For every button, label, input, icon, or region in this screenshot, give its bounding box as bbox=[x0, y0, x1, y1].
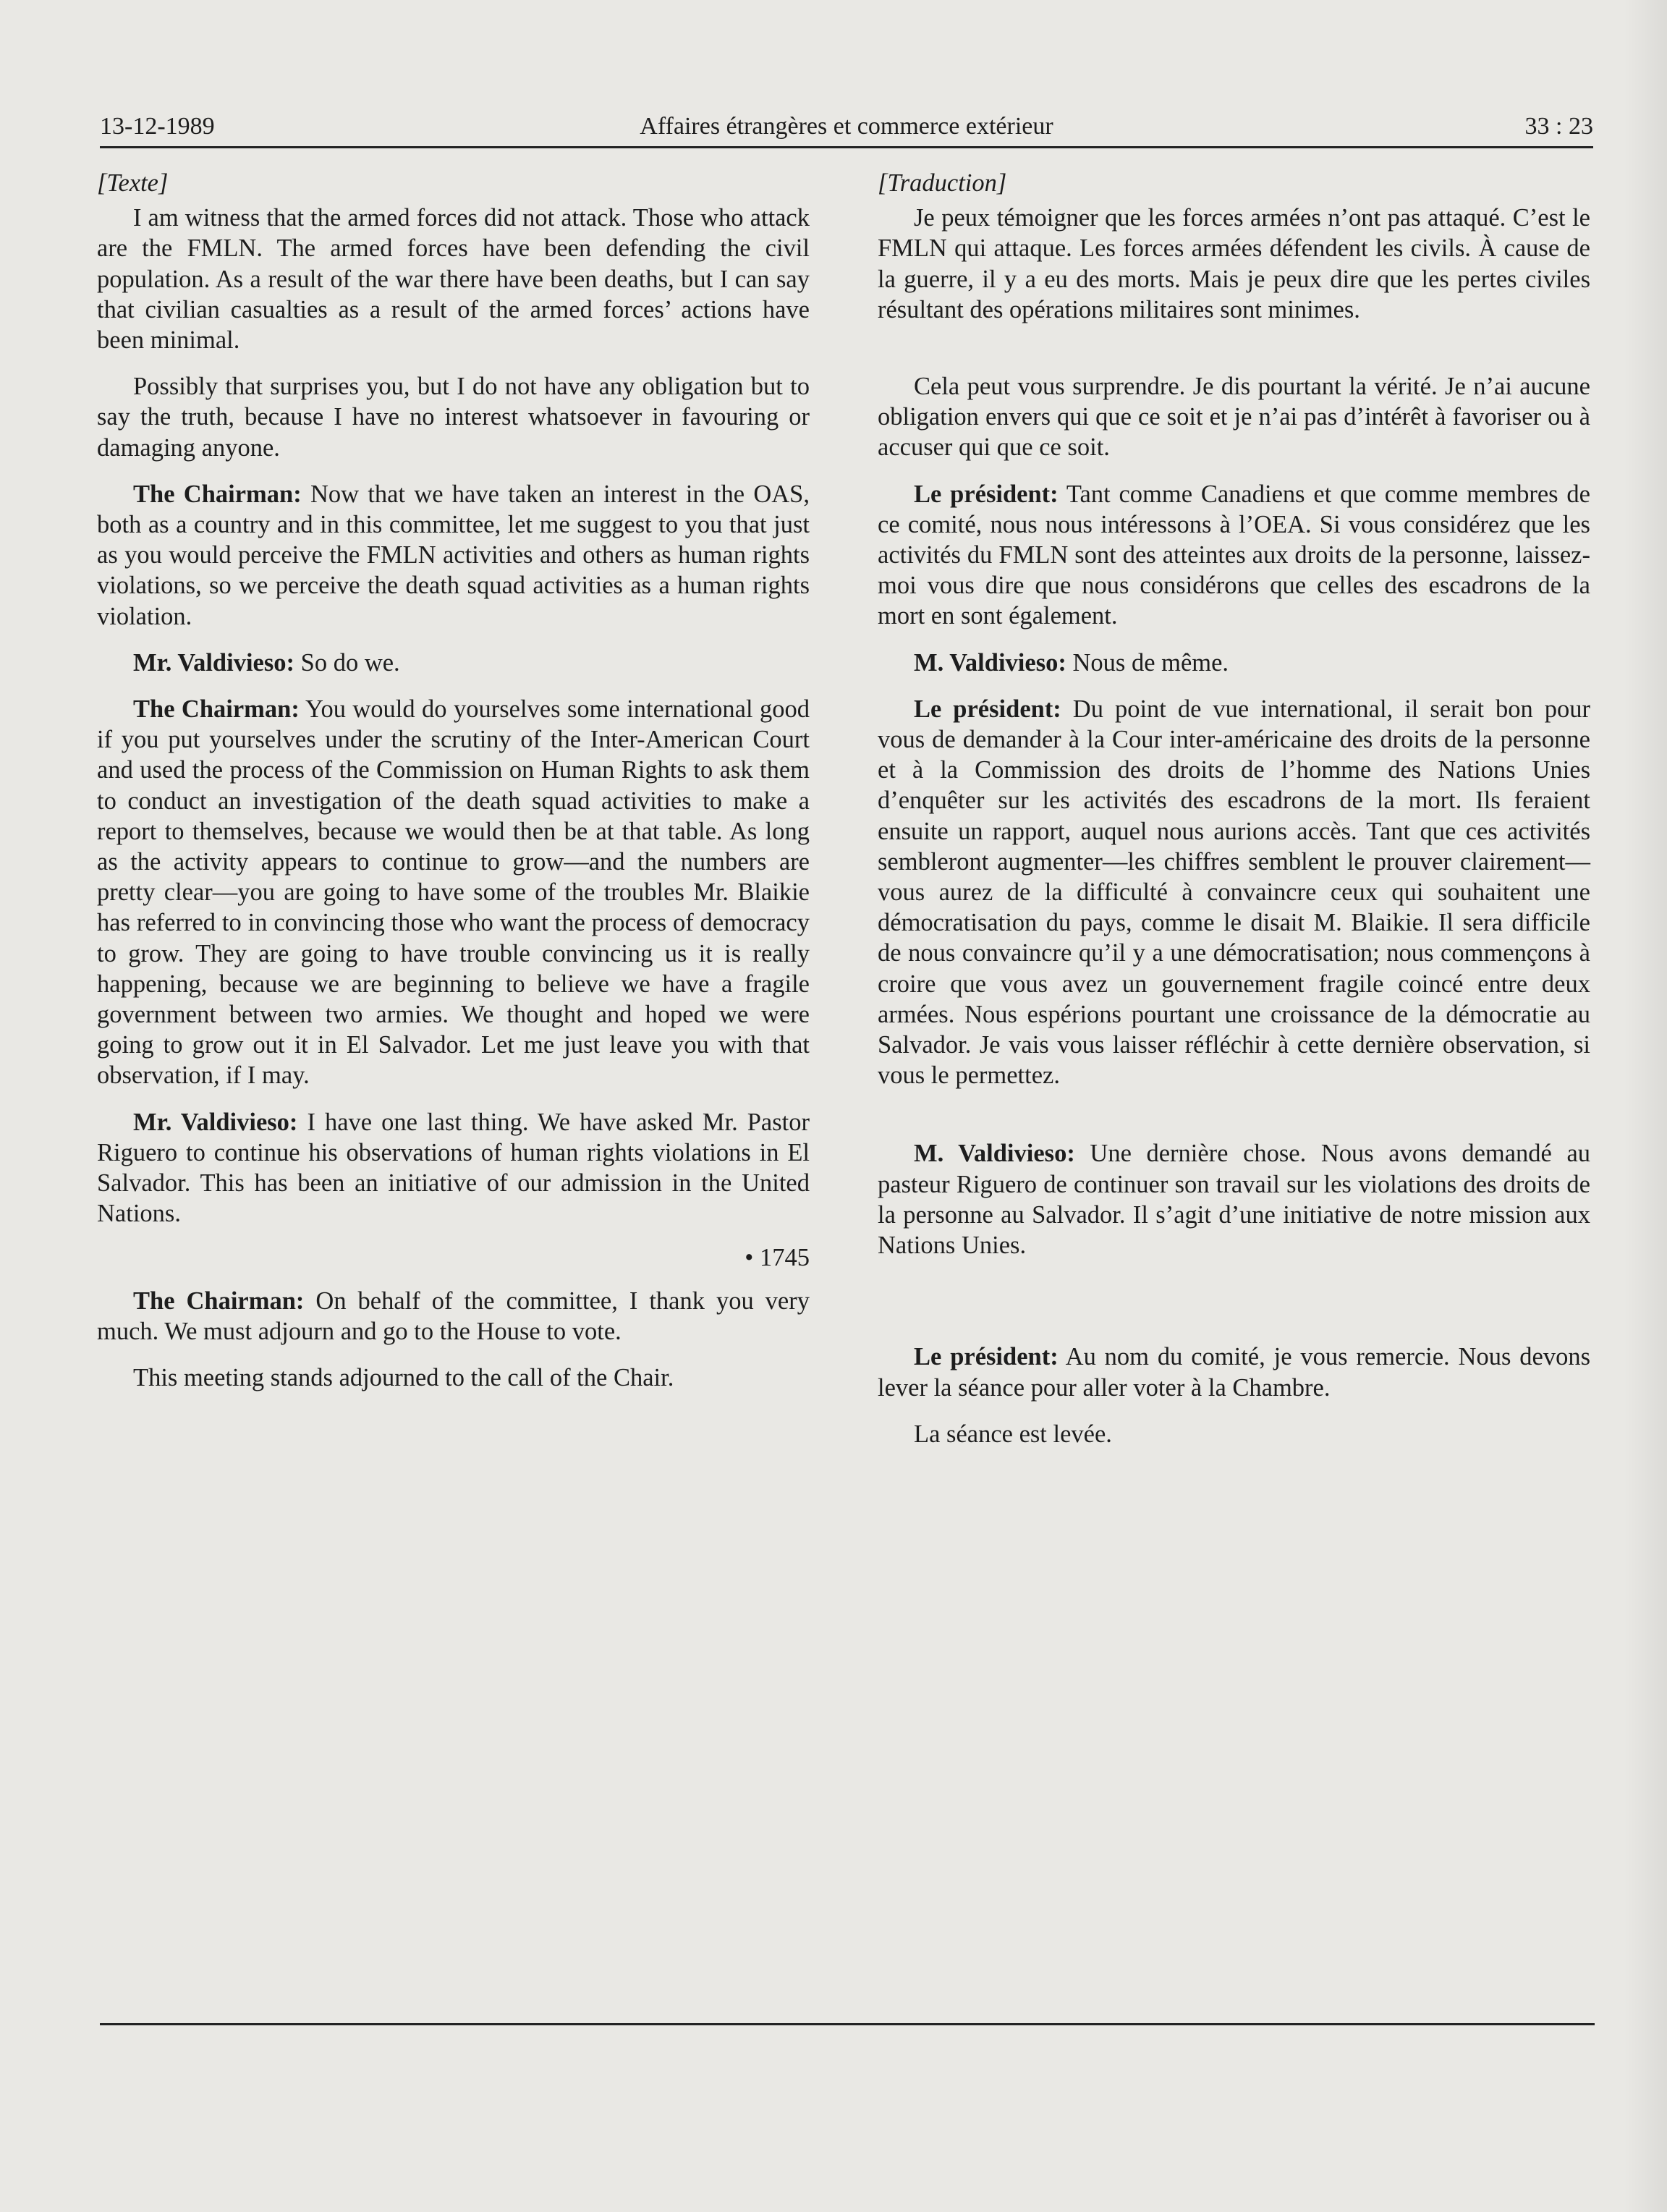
page-header bbox=[100, 109, 1593, 145]
english-paragraph: I am witness that the armed forces did not attack. Those who attack are the FMLN. The armed forces have been defending the civil population. As a result of the war there have been deaths, but I can say that civilian casualties as a result of the armed forces’ actions have been minimal. bbox=[97, 204, 810, 355]
french-paragraph bbox=[878, 1342, 1590, 1402]
speech-text: Nous de même. bbox=[1066, 648, 1229, 677]
french-paragraph bbox=[878, 1138, 1590, 1260]
speech-text: You would do yourselves some international good if you put yourselves under the scrutiny of the Inter-American Court and used the process of the Commission on Human Rights to ask them to conduct an investigation of the death squad activities to make a report to themselves, because we would then be at that table. As long as the activity appears to continue to grow—and the numbers are pretty clear—you are going to have some of the troubles Mr. Blaikie has referred to in convincing those who want the process of democracy to grow. They are going to have trouble convincing us it is really happening, because we are beginning to believe we have a fragile government between two armies. We thought and hoped we were going to grow out it in El Salvador. Let me just leave you with that observation, if I may. bbox=[97, 695, 810, 1090]
speaker-name: Le président: bbox=[914, 695, 1061, 723]
english-paragraph bbox=[97, 1286, 810, 1347]
speech-text: Tant comme Canadiens et que comme membres de ce comité, nous nous intéressons à l’OEA. Si vous considérez que les activités du FMLN sont des atteintes aux droits de la personne, laissez-moi vous dire que nous considérons que celles des escadrons de la mort en sont également. bbox=[878, 480, 1590, 630]
speaker-name: Mr. Valdivieso: bbox=[133, 648, 295, 677]
speech-text: Du point de vue international, il serait bon pour vous de demander à la Cour inter-américaine des droits de la personne et à la Commission des droits de l’homme des Nations Unies d’enquêter sur les activités des escadrons de la mort. Ils feraient ensuite un rapport, auquel nous aurions accès. Tant que ces activités sembleront augmenter—les chiffres semblent le prouver clairement—vous aurez de la difficulté à convaincre ceux qui souhaitent une démocratisation du pays, comme le disait M. Blaikie. Il sera difficile de nous convaincre qu’il y a une démocratisation; nous commençons à croire que vous avez un gouvernement fragile coincé entre deux armées. Nous espérions pourtant une croissance de la démocratie au Salvador. Je vais vous laisser réfléchir à cette dernière observation, si vous le permettez. bbox=[878, 695, 1590, 1090]
french-column bbox=[878, 168, 1590, 1465]
header-title: Affaires étrangères et commerce extérieur bbox=[640, 113, 1053, 140]
header-page-number: 33 : 23 bbox=[1524, 113, 1593, 140]
speaker-name: The Chairman: bbox=[133, 480, 302, 508]
page-edge-shadow bbox=[1624, 0, 1667, 2212]
speaker-name: M. Valdivieso: bbox=[914, 648, 1066, 677]
french-paragraph: Je peux témoigner que les forces armées n’ont pas attaqué. C’est le FMLN qui attaque. Les forces armées défendent les civils. À cause de la guerre, il y a eu des morts. Mais je peux dire que les pertes civiles résultant des opérations militaires sont minimes. bbox=[878, 204, 1590, 323]
speaker-name: The Chairman: bbox=[133, 1287, 305, 1315]
speaker-name: Le président: bbox=[914, 1343, 1059, 1371]
speech-text: I have one last thing. We have asked Mr. Pastor Riguero to continue his observations of human rights violations in El Salvador. This has been an initiative of our admission in the United Nations. bbox=[97, 1108, 810, 1228]
header-date: 13-12-1989 bbox=[100, 113, 215, 140]
speaker-name: M. Valdivieso: bbox=[914, 1140, 1075, 1168]
speech-text: On behalf of the committee, I thank you very much. We must adjourn and go to the House to vote. bbox=[97, 1287, 810, 1345]
speaker-name: Mr. Valdivieso: bbox=[133, 1108, 298, 1136]
speaker-name: Le président: bbox=[914, 480, 1059, 508]
english-paragraph bbox=[97, 479, 810, 632]
english-paragraph bbox=[97, 1107, 810, 1229]
speaker-name: The Chairman: bbox=[133, 695, 300, 724]
english-paragraph bbox=[97, 648, 810, 678]
footer-rule bbox=[100, 2023, 1595, 2025]
speech-text: Au nom du comité, je vous remercie. Nous devons lever la séance pour aller voter à la Chambre. bbox=[878, 1343, 1590, 1402]
french-column-label: [ Traduction ] bbox=[878, 168, 1590, 198]
header-rule bbox=[100, 146, 1593, 148]
french-paragraph bbox=[878, 648, 1590, 678]
speech-text: So do we. bbox=[294, 648, 400, 677]
speech-text: Now that we have taken an interest in the OAS, both as a country and in this committee, let me suggest to you that just as you would perceive the FMLN activities and others as human rights violations, so we perceive the death squad activities as a human rights violation. bbox=[97, 480, 810, 630]
french-paragraph bbox=[878, 479, 1590, 632]
time-marker: • 1745 bbox=[745, 1243, 810, 1271]
speech-text: Une dernière chose. Nous avons demandé au pasteur Riguero de continuer son travail sur les violations des droits de la personne au Salvador. Il s’agit d’une initiative de notre mission aux Nations Unies. bbox=[878, 1140, 1591, 1260]
english-column bbox=[97, 168, 810, 1409]
english-paragraph: Possibly that surprises you, but I do not have any obligation but to say the truth, because I have no interest whatsoever in favouring or damaging anyone. bbox=[97, 373, 810, 462]
english-paragraph: This meeting stands adjourned to the call of the Chair. bbox=[133, 1364, 674, 1392]
english-paragraph bbox=[97, 694, 810, 1091]
english-column-label: [ Texte ] bbox=[97, 168, 810, 198]
french-paragraph: Cela peut vous surprendre. Je dis pourtant la vérité. Je n’ai aucune obligation envers qui que ce soit et je n’ai pas d’intérêt à favoriser ou à accuser qui que ce soit. bbox=[878, 373, 1590, 462]
french-paragraph: La séance est levée. bbox=[914, 1420, 1112, 1448]
french-paragraph bbox=[878, 694, 1590, 1091]
